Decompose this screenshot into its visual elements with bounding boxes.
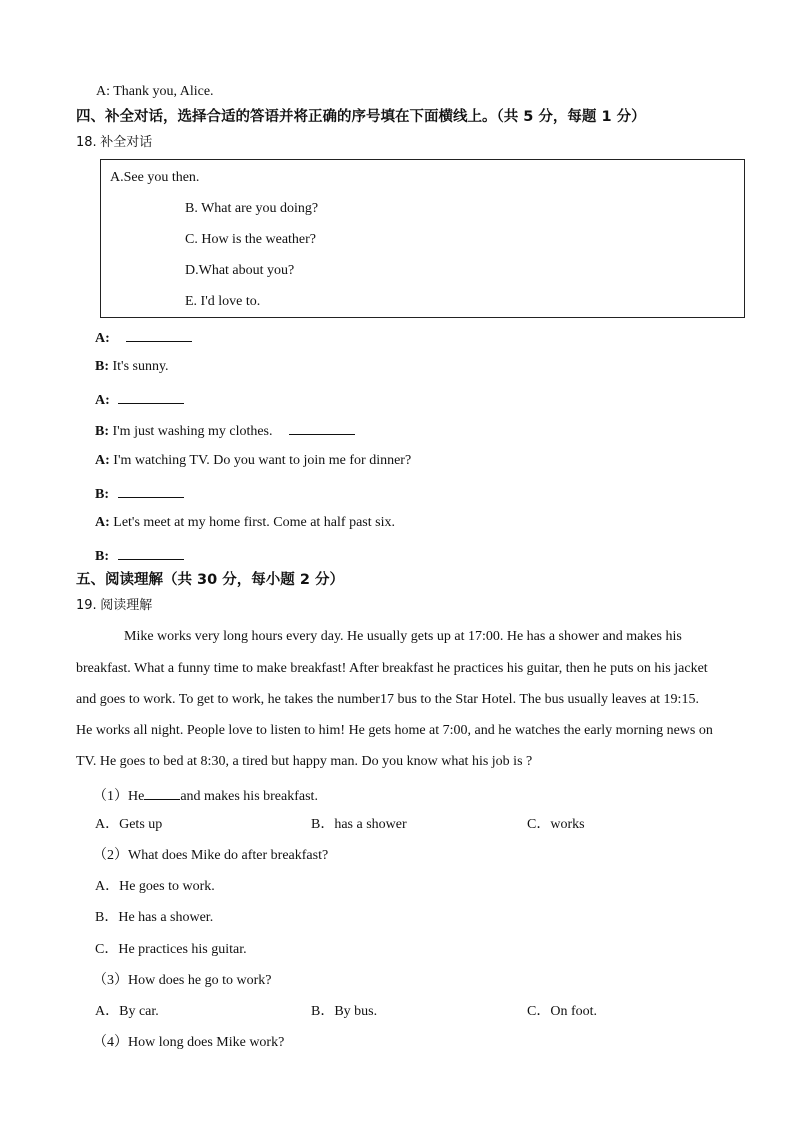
dialogue-text: Let's meet at my home first. Come at half past six.: [113, 515, 395, 530]
choice-b[interactable]: B．He has a shower.: [95, 910, 214, 925]
speaker-label: B:: [95, 487, 109, 502]
question-18-header: [76, 134, 152, 152]
passage-line: and goes to work. To get to work, he takes the number17 bus to the Star Hotel. The bus usually leaves at 19:15.: [76, 692, 699, 707]
previous-answer-line: A: Thank you, Alice.: [96, 84, 214, 99]
question-19-header: [76, 597, 152, 615]
choice-c[interactable]: C．He practices his guitar.: [95, 942, 247, 957]
speaker-label: A:: [95, 515, 110, 530]
dialogue-line: [95, 514, 395, 532]
dialogue-line: [95, 452, 411, 470]
question-number: 19.: [76, 598, 97, 613]
option-b: B. What are you doing?: [185, 201, 319, 216]
question-1: [93, 785, 318, 806]
dialogue-line: [95, 420, 355, 441]
choice-a[interactable]: A．Gets up: [95, 817, 163, 832]
passage-line: Mike works very long hours every day. He usually gets up at 17:00. He has a shower and makes his: [124, 629, 682, 644]
passage-line: breakfast. What a funny time to make breakfast! After breakfast he practices his guitar, then he puts on his jacket: [76, 661, 708, 676]
dialogue-text: I'm just washing my clothes.: [112, 424, 273, 439]
choice-c[interactable]: C．works: [527, 817, 585, 832]
choice-a[interactable]: A．By car.: [95, 1004, 159, 1019]
option-e: E. I'd love to.: [185, 294, 261, 309]
speaker-label: A:: [95, 393, 110, 408]
dialogue-text: It's sunny.: [112, 359, 169, 374]
option-a: A.See you then.: [110, 170, 200, 185]
dialogue-text: I'm watching TV. Do you want to join me for dinner?: [113, 453, 412, 468]
choice-c[interactable]: C．On foot.: [527, 1004, 597, 1019]
question-label: （1）He: [93, 789, 145, 804]
option-c: C. How is the weather?: [185, 232, 317, 247]
section-5-heading: 五、阅读理解（共 30 分，每小题 2 分）: [76, 572, 344, 588]
passage-line: TV. He goes to bed at 8:30, a tired but happy man. Do you know what his job is ?: [76, 754, 533, 769]
answer-blank[interactable]: [126, 327, 192, 342]
passage-line: He works all night. People love to listen to him! He gets home at 7:00, and he watches the early morning news on: [76, 723, 713, 738]
dialogue-line: [95, 358, 169, 376]
question-4: （4）How long does Mike work?: [93, 1035, 285, 1050]
answer-blank[interactable]: [144, 785, 180, 800]
answer-blank[interactable]: [118, 545, 184, 560]
speaker-label: A:: [95, 331, 110, 346]
question-title: 阅读理解: [100, 598, 153, 613]
answer-blank[interactable]: [118, 483, 184, 498]
choice-b[interactable]: B．By bus.: [311, 1004, 378, 1019]
question-2: （2）What does Mike do after breakfast?: [93, 848, 329, 863]
dialogue-line: [95, 545, 184, 566]
speaker-label: A:: [95, 453, 110, 468]
answer-blank[interactable]: [118, 389, 184, 404]
speaker-label: B:: [95, 549, 109, 564]
choice-b[interactable]: B．has a shower: [311, 817, 407, 832]
choice-a[interactable]: A．He goes to work.: [95, 879, 215, 894]
speaker-label: B:: [95, 424, 109, 439]
question-title: 补全对话: [100, 135, 153, 150]
dialogue-line: [95, 327, 192, 348]
section-4-heading: 四、补全对话，选择合适的答语并将正确的序号填在下面横线上。（共 5 分，每题 1 分）: [76, 109, 646, 125]
question-number: 18.: [76, 135, 97, 150]
answer-blank[interactable]: [289, 420, 355, 435]
option-d: D.What about you?: [185, 263, 295, 278]
question-label-after: and makes his breakfast.: [180, 789, 318, 804]
speaker-label: B:: [95, 359, 109, 374]
dialogue-line: [95, 483, 184, 504]
dialogue-line: [95, 389, 184, 410]
question-3: （3）How does he go to work?: [93, 973, 272, 988]
